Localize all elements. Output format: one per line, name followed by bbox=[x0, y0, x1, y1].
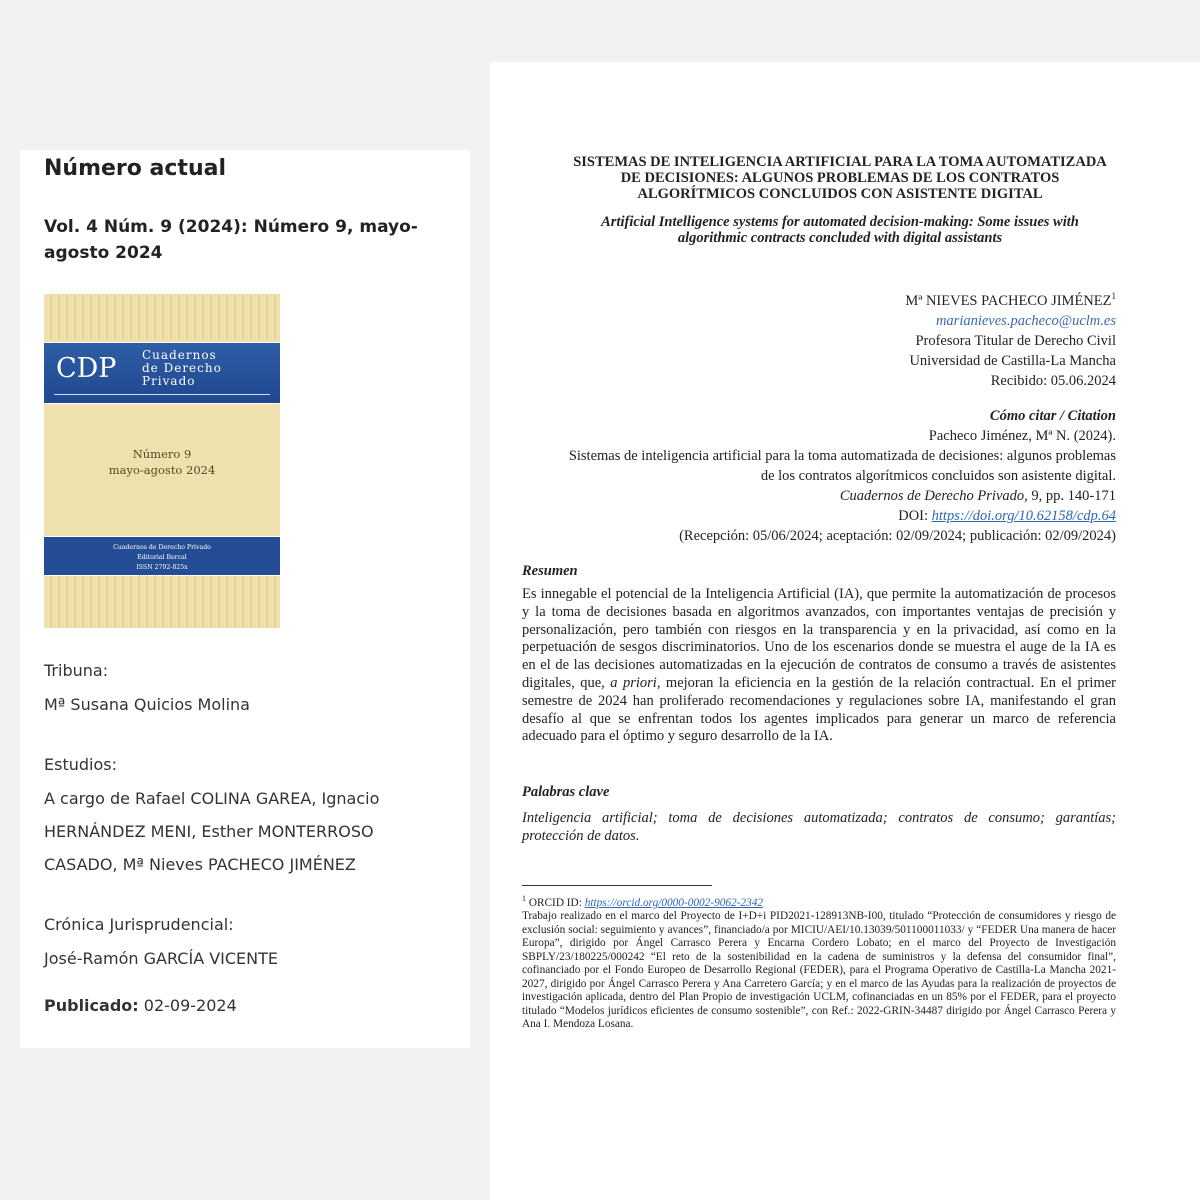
cover-journal-name: Cuadernos de Derecho Privado bbox=[142, 348, 222, 388]
footnote-text: Trabajo realizado en el marco del Proyecto de I+D+i PID2021-128913NB-I00, titulado “Protección de consumidores y riesgo de exclusión social: seguimiento y avances”, financiado/a por MICIU/AEI/10.13039/501100011033/ y “FEDER Una manera de hacer Europa”, dirigido por Ángel Carrasco Perera y Encarna Cordero Lobato; en el marco del Proyecto de Investigación SBPLY/23/180225/000242 “El reto de la sostenibilidad en la cadena de suministros y la defensa del consumidor final”, cofinanciado por el Fondo Europeo de Desarrollo Regional (FEDER), para el Programa Operativo de Castilla-La Mancha 2021-2027, dirigido por Ángel Carrasco Perera y Ana Carretero García; y en el marco de las Ayudas para la realización de proyectos de investigación aplicada, dentro del Plan Propio de investigación UCLM, cofinanciadas en un 85% por el FEDER, para el proyecto titulado “Modelos jurídicos eficientes de consumo sostenible”, con Ref.: 2022-GRIN-34487 dirigido por Ángel Carrasco Perera y Ana I. Mendoza Losana. bbox=[522, 910, 1116, 1031]
cronica-label: Crónica Jurisprudencial: bbox=[44, 915, 234, 934]
orcid-link[interactable]: https://orcid.org/0000-0002-9062-2342 bbox=[584, 896, 764, 909]
article-title: SISTEMAS DE INTELIGENCIA ARTIFICIAL PARA LA TOMA AUTOMATIZADA DE DECISIONES: ALGUNOS PROBLEMAS DE LOS CONTRATOS ALGORÍTMICOS CONCLUIDOS CON ASISTENTE DIGITAL bbox=[573, 154, 1107, 202]
cover-issue-number: Número 9 mayo-agosto 2024 bbox=[108, 447, 216, 477]
published-date: Publicado: 02-09-2024 bbox=[44, 996, 237, 1015]
citation-line: Pacheco Jiménez, Mª N. (2024). bbox=[928, 428, 1116, 444]
keywords-heading: Palabras clave bbox=[522, 784, 610, 800]
estudios-authors-link[interactable]: A cargo de Rafael COLINA GAREA, Ignacio HERNÁNDEZ MENI, Esther MONTERROSO CASADO, Mª Nieves PACHECO JIMÉNEZ bbox=[44, 789, 380, 874]
citation-heading: Cómo citar / Citation bbox=[989, 408, 1116, 424]
estudios-label: Estudios: bbox=[44, 755, 117, 774]
received-date: Recibido: 05.06.2024 bbox=[990, 372, 1116, 389]
section-title: Número actual bbox=[44, 156, 226, 181]
citation-dates: (Recepción: 05/06/2024; aceptación: 02/09/2024; publicación: 02/09/2024) bbox=[679, 528, 1116, 544]
citation-journal: Cuadernos de Derecho Privado, 9, pp. 140-171 bbox=[839, 488, 1116, 504]
author-block bbox=[905, 286, 1116, 391]
current-issue-panel bbox=[20, 150, 470, 1048]
cover-divider bbox=[54, 394, 270, 395]
author-name: Mª NIEVES PACHECO JIMÉNEZ$^1$ bbox=[905, 291, 1116, 309]
footnote bbox=[522, 892, 1116, 1032]
issue-cover-image[interactable] bbox=[44, 294, 280, 628]
citation-line: de los contratos algorítmicos concluidos son asistente digital. bbox=[760, 468, 1116, 484]
article-subtitle: Artificial Intelligence systems for automated decision-making: Some issues with algorithmic contracts concluded with digital assistants bbox=[601, 214, 1079, 246]
doi-link[interactable]: https://doi.org/10.62158/cdp.64 bbox=[931, 508, 1116, 524]
tribuna-label: Tribuna: bbox=[44, 661, 109, 680]
cronica-author-link[interactable]: José-Ramón GARCÍA VICENTE bbox=[44, 949, 279, 968]
citation-line: Sistemas de inteligencia artificial para la toma automatizada de decisiones: algunos problemas bbox=[568, 448, 1116, 464]
cover-footer-band: Cuadernos de Derecho Privado Editorial Bercal ISSN 2792-825x bbox=[44, 536, 280, 576]
cover-acronym: CDP bbox=[56, 353, 117, 384]
cover-pattern-bottom bbox=[44, 576, 280, 628]
orcid-line: $^1$ ORCID ID: https://orcid.org/0000-0002-9062-2342 bbox=[522, 894, 764, 909]
cover-pattern-top bbox=[44, 294, 280, 340]
citation-block bbox=[569, 406, 1116, 546]
article-page bbox=[490, 62, 1200, 1200]
issue-title-link[interactable]: Vol. 4 Núm. 9 (2024): Número 9, mayo-agosto 2024 bbox=[44, 217, 418, 263]
doi-line: DOI: https://doi.org/10.62158/cdp.64 bbox=[898, 508, 1116, 524]
abstract-heading: Resumen bbox=[522, 563, 578, 579]
author-position: Profesora Titular de Derecho Civil bbox=[915, 332, 1116, 349]
cover-title-band bbox=[44, 342, 280, 404]
footnote-divider bbox=[522, 885, 712, 886]
keywords-text: Inteligencia artificial; toma de decisiones automatizada; contratos de consumo; garantías; protección de datos. bbox=[522, 810, 1116, 844]
tribuna-author-link[interactable]: Mª Susana Quicios Molina bbox=[44, 695, 250, 714]
author-email-link[interactable]: marianieves.pacheco@uclm.es bbox=[935, 312, 1116, 329]
abstract-text: Es innegable el potencial de la Inteligencia Artificial (IA), que permite la automatización de procesos y la toma de decisiones basada en algoritmos avanzados, con importantes ventajas de precisión y personalización, pero también con riesgos en la transparencia y en la privacidad, así como en la perpetuación de sesgos discriminatorios. Uno de los escenarios donde se muestra el auge de la IA es en el de las decisiones automatizadas en la ejecución de contratos de consumo a través de asistentes digitales, que, a priori, mejoran la eficiencia en la gestión de la relación contractual. En el primer semestre de 2024 han proliferado recomendaciones y regulaciones sobre IA, manifestando el gran desafío al que se enfrentan todos los agentes implicados para generar un marco de referencia adecuado para el óptimo y seguro desarrollo de la IA. bbox=[522, 586, 1116, 745]
author-university: Universidad de Castilla-La Mancha bbox=[909, 352, 1116, 369]
